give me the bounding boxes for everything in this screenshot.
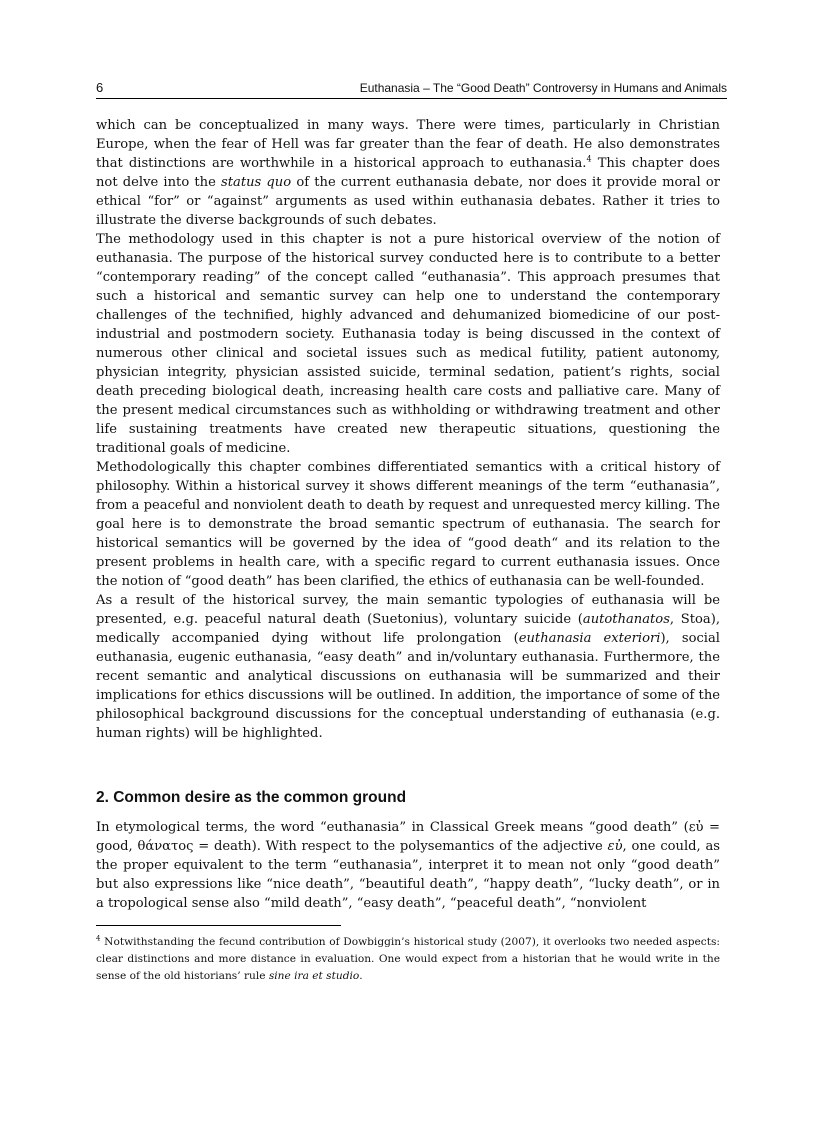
paragraph-1 — [96, 116, 720, 230]
italic-term: euthanasia exteriori — [518, 631, 661, 646]
paragraph-4 — [96, 591, 720, 743]
text-run: , one could, as the proper equivalent to the term “euthanasia”, interpret it to mean not only “good death” but also expressions like “nice death”, “beautiful death”, “happy death”, “lucky death”, or in a tropological sense also “mild death”, “easy death”, “peaceful death”, “nonviolent — [96, 839, 720, 911]
running-title: Euthanasia – The “Good Death” Controversy in Humans and Animals — [359, 81, 727, 95]
body-text — [96, 116, 720, 743]
text-run: As a result of the historical survey, the main semantic typologies of euthanasia will be presented, e.g. peaceful natural death (Suetonius), voluntary suicide ( — [96, 593, 720, 627]
text-run: This chapter does not delve into the — [96, 156, 720, 190]
section-body — [96, 818, 720, 913]
footnote-marker: 4 — [96, 934, 101, 943]
italic-term: sine ira et studio — [268, 970, 360, 982]
footnote-4 — [96, 934, 720, 985]
italic-term: status quo — [221, 175, 292, 190]
italic-term: autothanatos — [582, 612, 670, 627]
text-run: which can be conceptualized in many ways. There were times, particularly in Christian Europe, when the fear of Hell was far greater than the fear of death. He also demonstrates that distinctions are worthwhile in a historical approach to euthanasia. — [96, 118, 720, 171]
footnote-divider — [96, 925, 341, 926]
text-run: ), social euthanasia, eugenic euthanasia, “easy death” and in/voluntary euthanasia. Furthermore, the recent semantic and analytical discussions on euthanasia will be summarized and their implications for ethics discussions will be outlined. In addition, the importance of some of the philosophical background discussions for the conceptual understanding of euthanasia (e.g. human rights) will be highlighted. — [96, 631, 720, 741]
text-run: Notwithstanding the fecund contribution of Dowbiggin’s historical study (2007), it overlooks two needed aspects: clear distinctions and more distance in evaluation. One would expect from a historian that he would write in the sense of the old historians’ rule — [96, 936, 720, 982]
footnote-ref-4[interactable]: 4 — [586, 154, 592, 164]
text-run: . — [359, 970, 363, 982]
text-run: of the current euthanasia debate, nor does it provide moral or ethical “for” or “against” arguments as used within euthanasia debates. Rather it tries to illustrate the diverse backgrounds of such debates. — [96, 175, 720, 228]
paragraph-2: The methodology used in this chapter is not a pure historical overview of the notion of euthanasia. The purpose of the historical survey conducted here is to contribute to a better “contemporary reading” of the concept called “euthanasia”. This approach presumes that such a historical and semantic survey can help one to understand the contemporary challenges of the technified, highly advanced and dehumanized biomedicine of our post-industrial and postmodern society. Euthanasia today is being discussed in the context of numerous other clinical and societal issues such as medical futility, patient autonomy, physician integrity, physician assisted suicide, terminal sedation, patient’s rights, social death preceding biological death, increasing health care costs and palliative care. Many of the present medical circumstances such as withholding or withdrawing treatment and other life sustaining treatments have created new therapeutic situations, questioning the traditional goals of medicine. — [96, 232, 720, 456]
page-number: 6 — [96, 80, 104, 95]
running-header — [96, 80, 727, 99]
text-run: , Stoa), medically accompanied dying without life prolongation ( — [96, 612, 720, 646]
section-paragraph-1 — [96, 818, 720, 913]
paragraph-3: Methodologically this chapter combines differentiated semantics with a critical history of philosophy. Within a historical survey it shows different meanings of the term “euthanasia”, from a peaceful and nonviolent death to death by request and unrequested mercy killing. The goal here is to demonstrate the broad semantic spectrum of euthanasia. The search for historical semantics will be governed by the idea of “good death“ and its relation to the present problems in health care, with a specific regard to current euthanasia issues. Once the notion of “good death” has been clarified, the ethics of euthanasia can be well-founded. — [96, 460, 720, 589]
section-heading: 2. Common desire as the common ground — [96, 789, 407, 806]
italic-term: εὐ — [607, 839, 623, 854]
text-run: In etymological terms, the word “euthanasia” in Classical Greek means “good death” (εὐ = good, θάνατος = death). With respect to the polysemantics of the adjective — [96, 820, 720, 854]
